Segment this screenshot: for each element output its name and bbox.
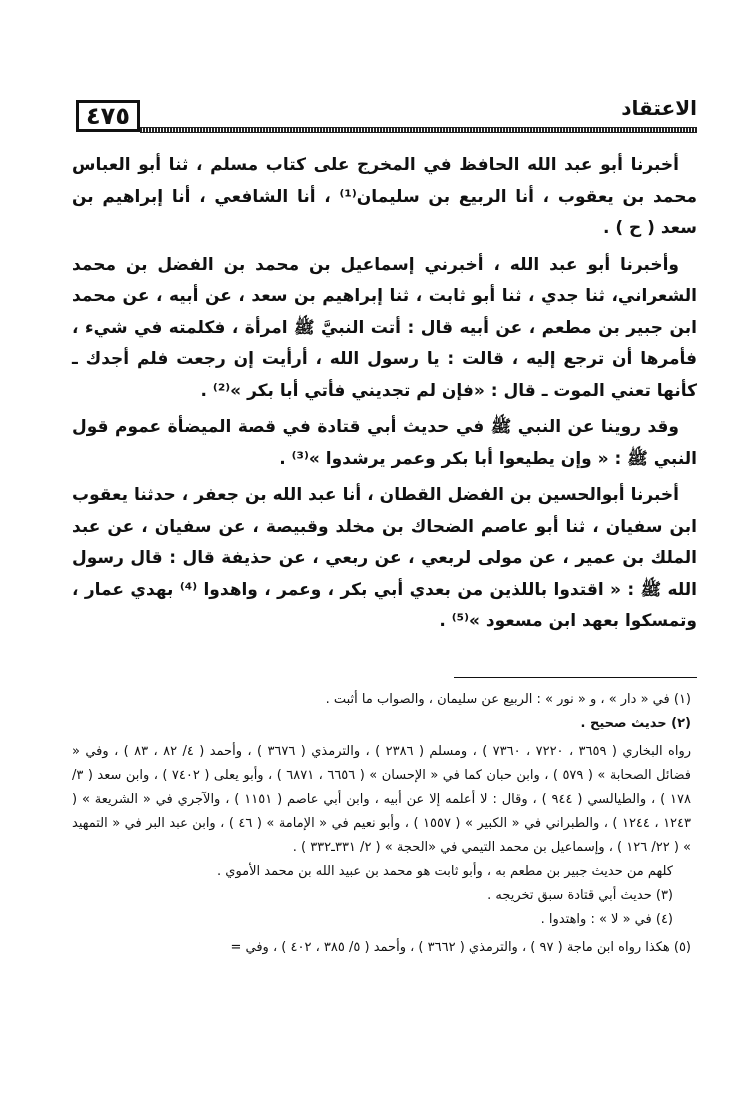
paragraph-1: أخبرنا أبو عبد الله الحافظ في المخرج على كتاب مسلم ، ثنا أبو العباس محمد بن يعقوب ، أنا الربيع بن سليمان⁽¹⁾ ، أنا الشافعي ، أنا إبراهيم بن سعد ( ح ) . [72, 155, 697, 238]
footnote-2-title: (٢) حديث صحيح . [580, 716, 691, 731]
footnote-3: (٣) حديث أبي قتادة سبق تخريجه . [487, 888, 673, 903]
footnote-divider [454, 677, 697, 678]
page-number: ٤٧٥ [76, 100, 140, 132]
footnote-2-body: رواه البخاري ( ٣٦٥٩ ، ٧٢٢٠ ، ٧٣٦٠ ) ، ومسلم ( ٢٣٨٦ ) ، والترمذي ( ٣٦٧٦ ) ، وأحمد ( ٤/ ٨٢ ، ٨٣ ) ، وفي « فضائل الصحابة » ( ٥٧٩ ) ، وابن حبان كما في « الإحسان » ( ٦٦٥٦ ، ٦٨٧١ ) ، وأبو يعلى ( ٧٤٠٢ ) ، وابن سعد ( ٣/ ١٧٨ ) ، والطيالسي ( ٩٤٤ ) ، وقال : لا أعلمه إلا عن أبيه ، وابن أبي عاصم ( ١١٥١ ) ، والآجري في « الشريعة » ( ١٢٤٣ ، ١٢٤٤ ) ، والطبراني في « الكبير » ( ١٥٥٧ ) ، وأبو نعيم في « الإمامة » ( ٤٦ ) ، وابن عبد البر في « التمهيد » ( ٢٢/ ١٢٦ ) ، وإسماعيل بن محمد التيمي في «الحجة » ( ٢/ ٣٣١ـ٣٣٢ ) . [72, 744, 692, 855]
paragraph-4: أخبرنا أبوالحسين بن الفضل القطان ، أنا عبد الله بن جعفر ، حدثنا يعقوب ابن سفيان ، ثنا أبو عاصم الضحاك بن مخلد وقبيصة ، عن سفيان ، عن عبد الملك بن عمير ، عن مولى لربعي ، عن ربعي ، عن حذيفة قال : قال رسول الله ﷺ : « اقتدوا باللذين من بعدي أبي بكر ، وعمر ، واهدوا ⁽⁴⁾ بهدي عمار ، وتمسكوا بعهد ابن مسعود »⁽⁵⁾ . [72, 485, 698, 631]
footnote-4: (٤) في « لا » : واهتدوا . [540, 912, 673, 927]
footnote-1: (١) في « دار » ، و « نور » : الربيع عن سليمان ، والصواب ما أثبت . [325, 692, 691, 707]
paragraph-3: وقد روينا عن النبي ﷺ في حديث أبي قتادة في قصة الميضأة عموم قول النبي ﷺ : « وإن يطيعوا أبا بكر وعمر يرشدوا »⁽³⁾ . [72, 417, 697, 469]
header-rule [140, 127, 697, 133]
main-text [72, 150, 697, 638]
running-title: الاعتقاد [621, 96, 697, 120]
footnote-2-note: كلهم من حديث جبير بن مطعم به ، وأبو ثابت هو محمد بن عبيد الله بن محمد الأموي . [217, 864, 673, 879]
paragraph-2: وأخبرنا أبو عبد الله ، أخبرني إسماعيل بن محمد بن الفضل بن محمد الشعراني، ثنا جدي ، ثنا أبو ثابت ، ثنا إبراهيم بن سعد ، عن أبيه ، عن محمد ابن جبير بن مطعم ، عن أبيه قال : أتت النبيَّ ﷺ امرأة ، فكلمته في شيء ، فأمرها أن ترجع إليه ، قالت : يا رسول الله ، أرأيت إن رجعت فلم أجدك ـ كأنها تعني الموت ـ قال : «فإن لم تجديني فأتي أبا بكر »⁽²⁾ . [72, 254, 697, 401]
footnotes [72, 688, 691, 960]
footnote-5: (٥) هكذا رواه ابن ماجة ( ٩٧ ) ، والترمذي ( ٣٦٦٢ ) ، وأحمد ( ٥/ ٣٨٥ ، ٤٠٢ ) ، وفي = [230, 940, 691, 955]
